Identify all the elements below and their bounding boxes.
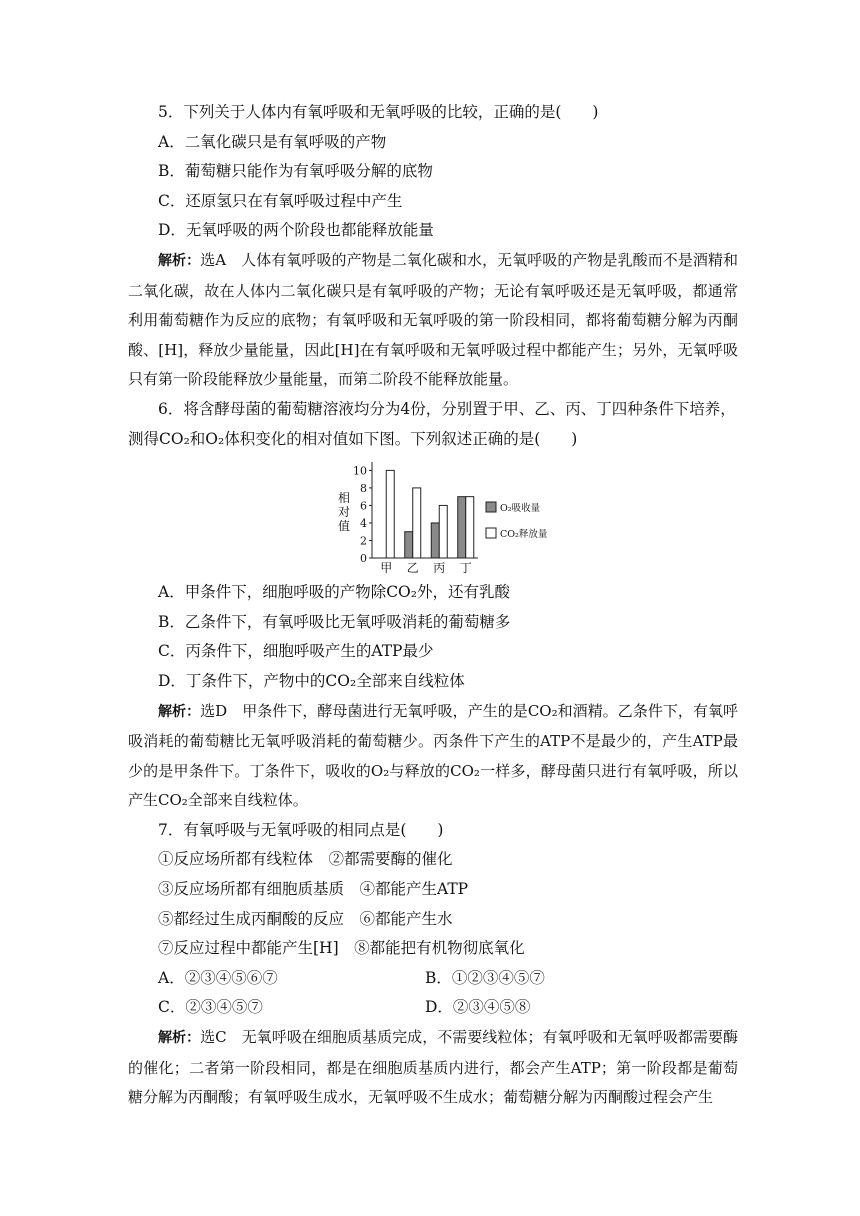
q7-option-d: D．②③④⑤⑧ (425, 998, 531, 1017)
q5-analysis-text: 选A 人体有氧呼吸的产物是二氧化碳和水，无氧呼吸的产物是乳酸而不是酒精和二氧化碳，故在人体内二氧化碳只是有氧呼吸的产物；无论有氧呼吸还是无氧呼吸，都通常利用葡萄糖作为反应的底物；有氧呼吸和无氧呼吸的第一阶段相同，都将葡萄糖分解为丙酮酸、[H]，释放少量能量，因此[H]在有氧呼吸和无氧呼吸过程中都能产生；另外，无氧呼吸只有第一阶段能释放少量能量，而第二阶段不能释放能量。 (128, 250, 738, 389)
bar-co2 (466, 497, 474, 558)
q5-option-d: D．无氧呼吸的两个阶段也都能释放能量 (158, 221, 434, 240)
bar-o2 (431, 523, 439, 558)
bar-o2 (405, 532, 413, 558)
q7-options-row-2 (128, 993, 738, 1023)
chart-container (128, 454, 738, 578)
q5-stem: 5．下列关于人体内有氧呼吸和无氧呼吸的比较，正确的是( ) (158, 103, 599, 121)
y-tick-label: 4 (360, 517, 367, 531)
q7-item-1: ①反应场所都有线粒体 ②都需要酶的催化 (158, 850, 453, 869)
analysis-label: 解析： (158, 1030, 201, 1047)
legend-swatch (486, 528, 496, 538)
q7-analysis (128, 1023, 738, 1113)
bar-co2 (439, 506, 447, 559)
q7-item-3: ⑤都经过生成丙酮酸的反应 ⑥都能产生水 (158, 909, 453, 928)
analysis-label: 解析： (158, 252, 201, 269)
legend-swatch (486, 502, 496, 512)
y-tick-label: 6 (360, 499, 367, 513)
y-axis-label-char: 值 (337, 519, 351, 534)
x-tick-label: 甲 (380, 561, 393, 576)
q7-stem: 7．有氧呼吸与无氧呼吸的相同点是( ) (158, 820, 444, 839)
q7-options-row-1 (128, 964, 738, 994)
q7-option-b: B．①②③④⑤⑦ (425, 968, 545, 987)
legend-label: O₂吸收量 (500, 503, 541, 515)
document-page (128, 98, 738, 1113)
q7-option-c: C．②③④⑤⑦ (158, 998, 263, 1017)
bar-o2 (458, 497, 466, 558)
y-axis-label-char: 对 (337, 505, 351, 520)
y-tick-label: 2 (360, 534, 367, 548)
x-tick-label: 丁 (459, 561, 472, 576)
q7-item-4: ⑦反应过程中都能产生[H] ⑧都能把有机物彻底氧化 (158, 939, 525, 958)
y-tick-label: 8 (360, 482, 367, 496)
x-tick-label: 乙 (406, 561, 419, 576)
q6-option-d: D．丁条件下，产物中的CO₂全部来自线粒体 (158, 671, 465, 690)
x-tick-label: 丙 (433, 561, 446, 576)
q5-option-c: C．还原氢只在有氧呼吸过程中产生 (158, 191, 403, 210)
y-tick-label: 0 (360, 552, 367, 566)
y-tick-label: 10 (353, 464, 367, 478)
analysis-label: 解析： (158, 703, 201, 720)
q7-item-2: ③反应场所都有细胞质基质 ④都能产生ATP (158, 880, 469, 899)
bar-co2 (386, 471, 394, 559)
q5-option-a: A．二氧化碳只是有氧呼吸的产物 (158, 132, 387, 151)
q6-stem: 6．将含酵母菌的葡萄糖溶液均分为4份，分别置于甲、乙、丙、丁四种条件下培养，测得CO₂和O₂体积变化的相对值如下图。下列叙述正确的是( ) (128, 399, 736, 448)
q7-option-a: A．②③④⑤⑥⑦ (158, 968, 278, 987)
q6-option-c: C．丙条件下，细胞呼吸产生的ATP最少 (158, 642, 434, 661)
q6-option-a: A．甲条件下，细胞呼吸的产物除CO₂外，还有乳酸 (158, 583, 510, 602)
q6-analysis-text: 选D 甲条件下，酵母菌进行无氧呼吸，产生的是CO₂和酒精。乙条件下，有氧呼吸消耗的葡萄糖比无氧呼吸消耗的葡萄糖少。丙条件下产生的ATP不是最少的，产生ATP最少的是甲条件下。丁条件下，吸收的O₂与释放的CO₂一样多，酵母菌只进行有氧呼吸，所以产生CO₂全部来自线粒体。 (128, 701, 739, 810)
y-axis-label-char: 相 (337, 491, 351, 506)
q5-option-b: B．葡萄糖只能作为有氧呼吸分解的底物 (158, 162, 433, 181)
q5-analysis (128, 246, 738, 395)
legend-label: CO₂释放量 (500, 529, 548, 541)
q6-analysis (128, 697, 738, 816)
bar-chart (337, 456, 548, 576)
q7-analysis-text: 选C 无氧呼吸在细胞质基质完成，不需要线粒体；有氧呼吸和无氧呼吸都需要酶的催化；二者第一阶段相同，都是在细胞质基质内进行，都会产生ATP；第一阶段都是葡萄糖分解为丙酮酸；有氧呼吸生成水，无氧呼吸不生成水；葡萄糖分解为丙酮酸过程会产生 (128, 1028, 739, 1107)
bar-co2 (413, 488, 421, 558)
q6-option-b: B．乙条件下，有氧呼吸比无氧呼吸消耗的葡萄糖多 (158, 612, 511, 631)
